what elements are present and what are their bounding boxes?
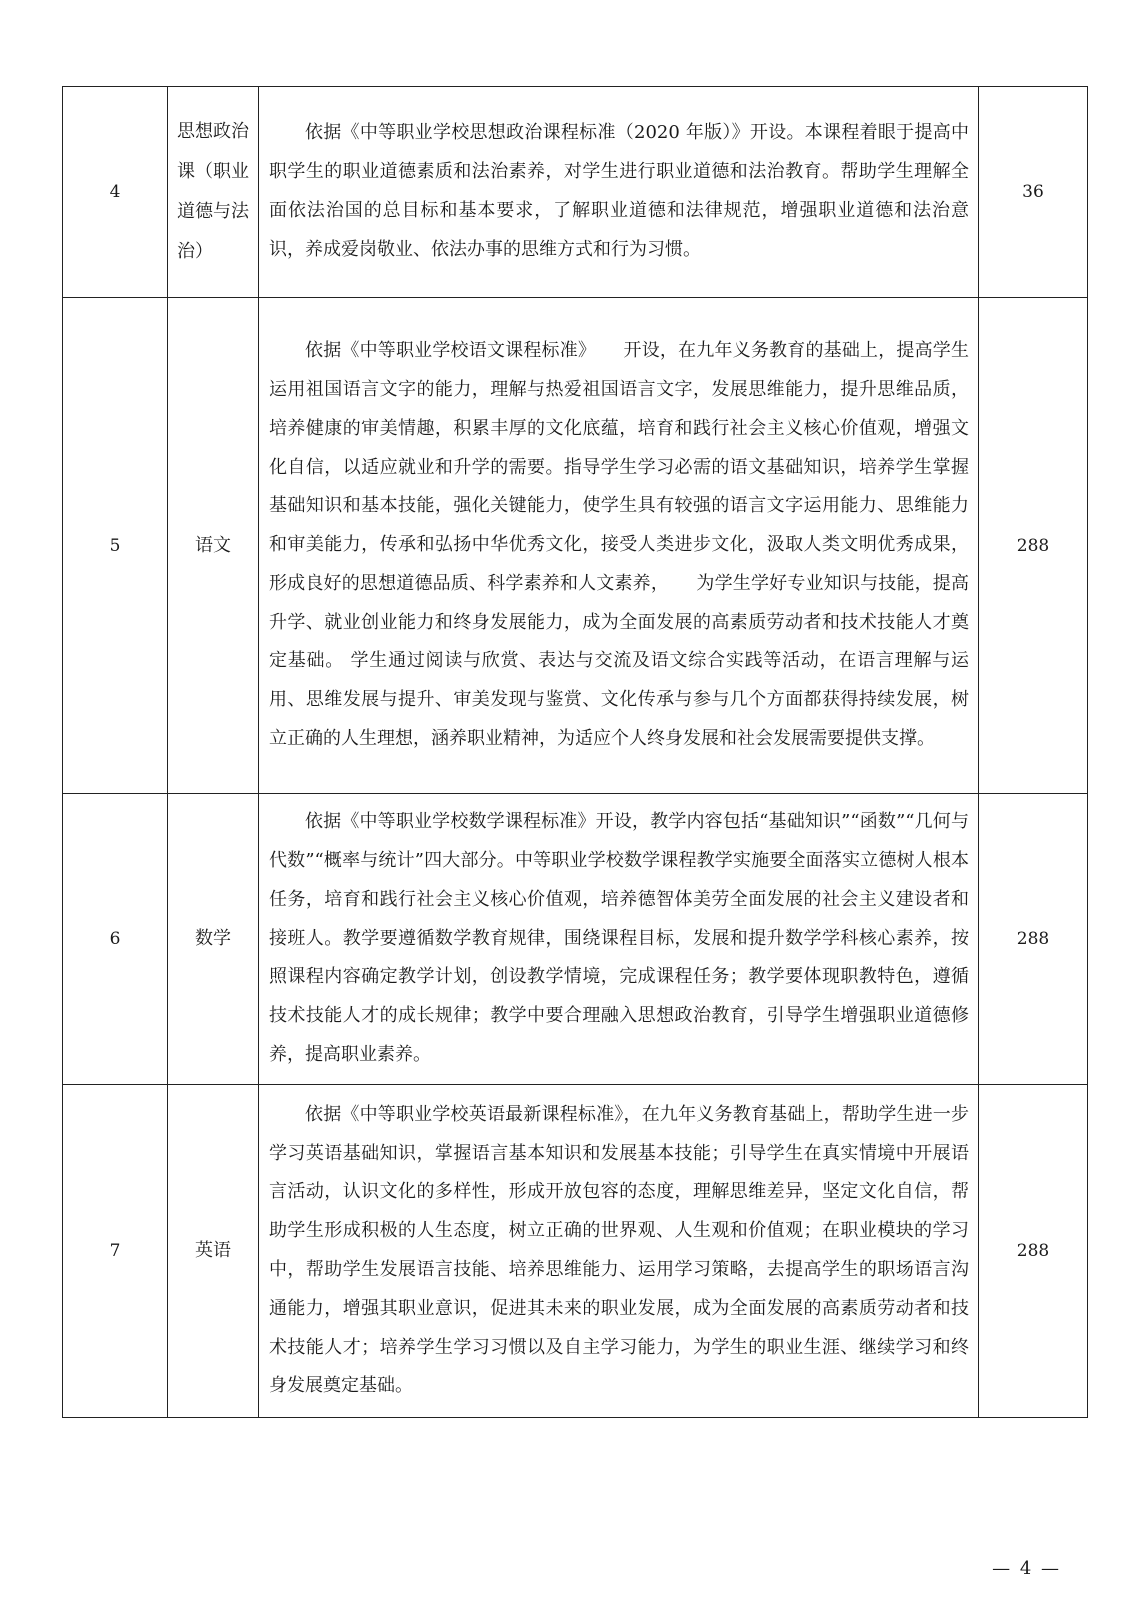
table-row [63,1085,1088,1418]
course-number: 7 [63,1085,168,1418]
course-number: 4 [63,87,168,298]
course-description-cell [259,298,979,794]
table-row [63,794,1088,1085]
course-hours: 288 [979,298,1088,794]
page-number: — 4 — [992,1558,1061,1579]
course-table [62,86,1088,1418]
course-number: 6 [63,794,168,1085]
course-name: 语文 [168,298,259,794]
course-description-cell [259,794,979,1085]
course-description: 依据《中等职业学校语文课程标准》 开设，在九年义务教育的基础上，提高学生运用祖国语言文字的能力，理解与热爱祖国语言文字，发展思维能力，提升思维品质，培养健康的审美情趣，积累丰厚的文化底蕴，培育和践行社会主义核心价值观，增强文化自信，以适应就业和升学的需要。指导学生学习必需的语文基础知识，培养学生掌握基础知识和基本技能，强化关键能力，使学生具有较强的语言文字运用能力、思维能力和审美能力，传承和弘扬中华优秀文化，接受人类进步文化，汲取人类文明优秀成果，形成良好的思想道德品质、科学素养和人文素养， 为学生学好专业知识与技能，提高升学、就业创业能力和终身发展能力，成为全面发展的高素质劳动者和技术技能人才奠定基础。 学生通过阅读与欣赏、表达与交流及语文综合实践等活动，在语言理解与运用、思维发展与提升、审美发现与鉴赏、文化传承与参与几个方面都获得持续发展，树立正确的人生理想，涵养职业精神，为适应个人终身发展和社会发展需要提供支撑。 [269,340,969,750]
course-name: 英语 [168,1085,259,1418]
table-row [63,87,1088,298]
table-row [63,298,1088,794]
course-name: 思想政治课（职业道德与法治） [168,87,259,298]
course-hours: 36 [979,87,1088,298]
course-description-cell [259,1085,979,1418]
course-description: 依据《中等职业学校思想政治课程标准（2020 年版）》开设。本课程着眼于提高中职学生的职业道德素质和法治素养，对学生进行职业道德和法治教育。帮助学生理解全面依法治国的总目标和基本要求，了解职业道德和法律规范，增强职业道德和法治意识，养成爱岗敬业、依法办事的思维方式和行为习惯。 [269,122,969,260]
course-name: 数学 [168,794,259,1085]
course-number: 5 [63,298,168,794]
course-hours: 288 [979,794,1088,1085]
course-description: 依据《中等职业学校英语最新课程标准》，在九年义务教育基础上，帮助学生进一步学习英语基础知识，掌握语言基本知识和发展基本技能；引导学生在真实情境中开展语言活动，认识文化的多样性，形成开放包容的态度，理解思维差异，坚定文化自信，帮助学生形成积极的人生态度，树立正确的世界观、人生观和价值观；在职业模块的学习中，帮助学生发展语言技能、培养思维能力、运用学习策略，去提高学生的职场语言沟通能力，增强其职业意识，促进其未来的职业发展，成为全面发展的高素质劳动者和技术技能人才；培养学生学习习惯以及自主学习能力，为学生的职业生涯、继续学习和终身发展奠定基础。 [269,1103,969,1397]
course-description-cell [259,87,979,298]
course-description: 依据《中等职业学校数学课程标准》开设，教学内容包括“基础知识”“函数”“几何与代数”“概率与统计”四大部分。中等职业学校数学课程教学实施要全面落实立德树人根本任务，培育和践行社会主义核心价值观，培养德智体美劳全面发展的社会主义建设者和接班人。教学要遵循数学教育规律，围绕课程目标，发展和提升数学学科核心素养，按照课程内容确定教学计划，创设教学情境，完成课程任务；教学要体现职教特色，遵循技术技能人才的成长规律；教学中要合理融入思想政治教育，引导学生增强职业道德修养，提高职业素养。 [269,811,969,1065]
course-hours: 288 [979,1085,1088,1418]
